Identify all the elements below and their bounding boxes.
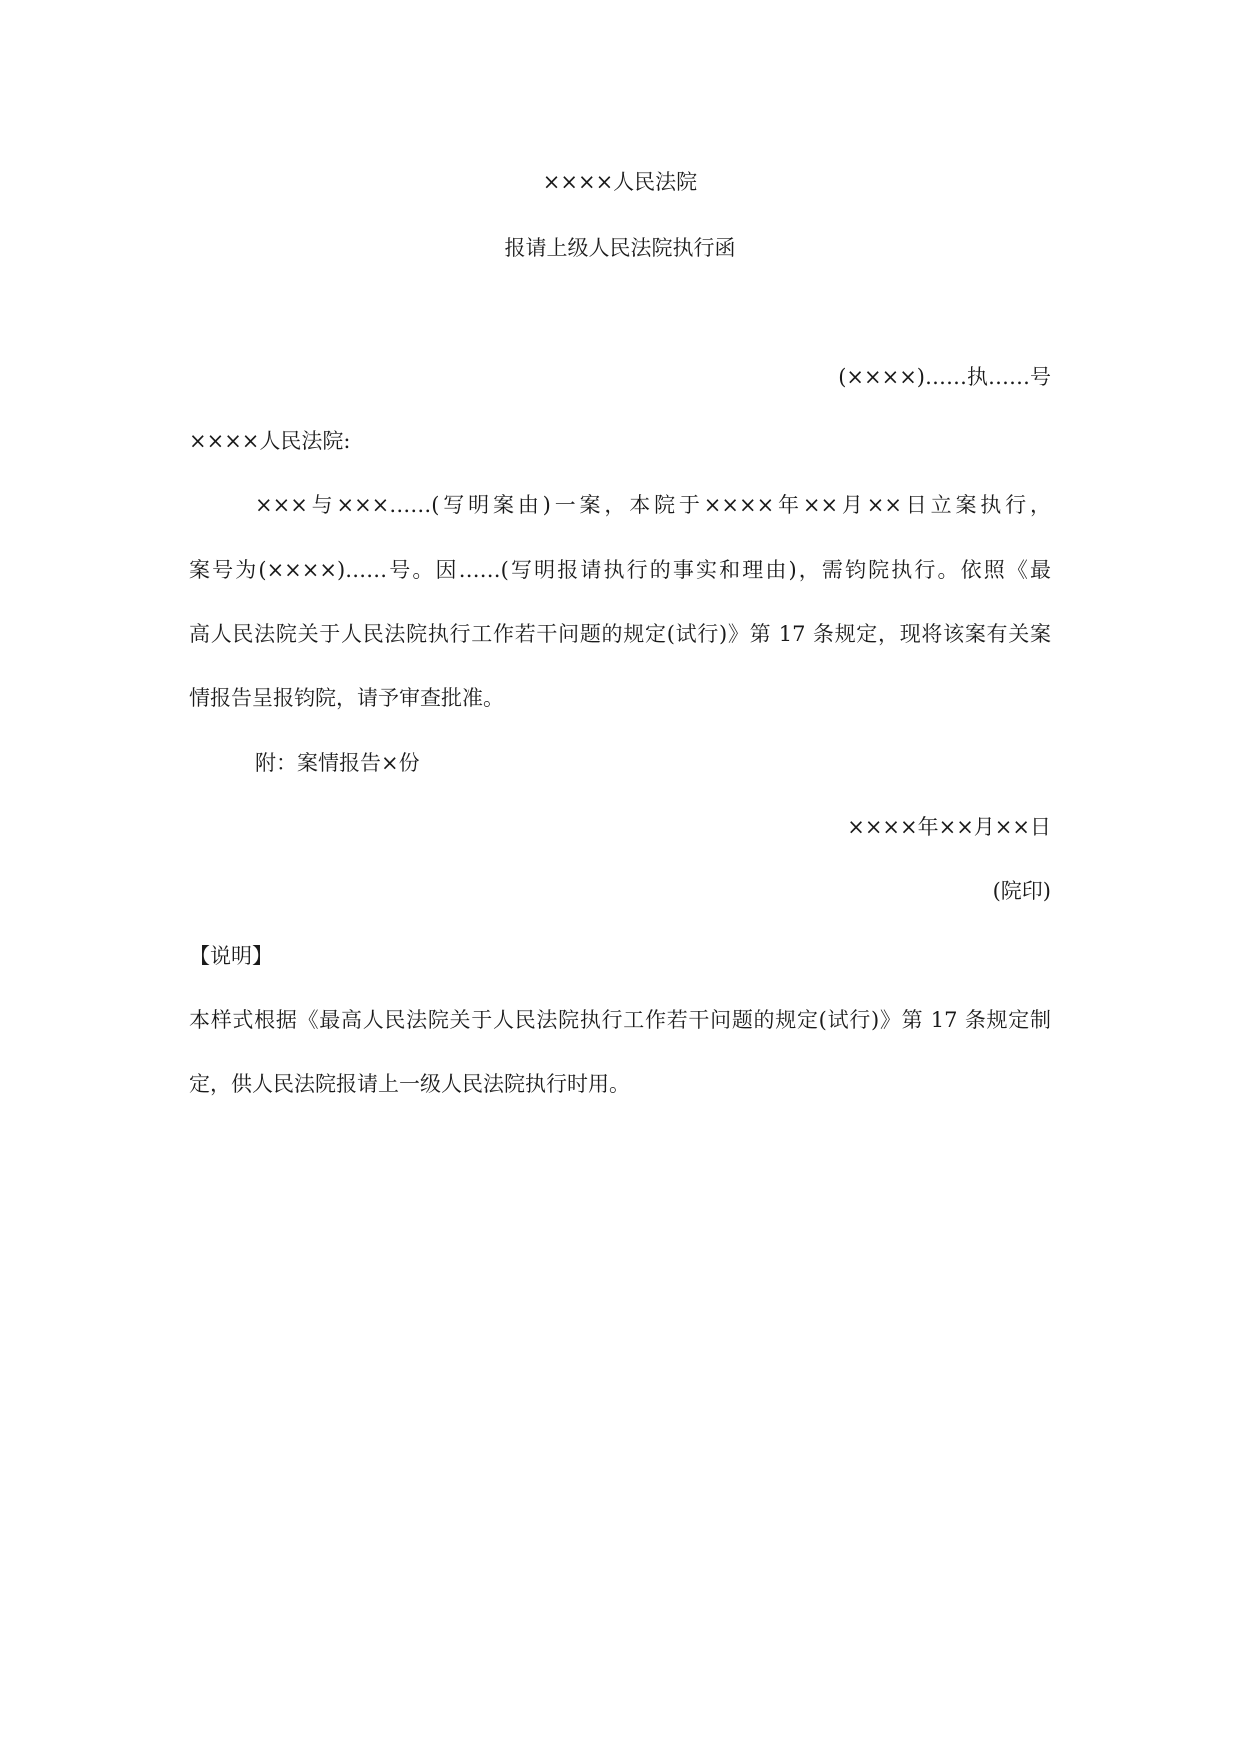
issue-date: ××××年××月××日 xyxy=(847,815,1051,839)
case-number: (××××)……执……号 xyxy=(838,365,1051,389)
attachment-note: 附：案情报告×份 xyxy=(255,751,420,775)
document-title: 报请上级人民法院执行函 xyxy=(504,236,736,260)
explanation-line: 本样式根据《最高人民法院关于人民法院执行工作若干问题的规定(试行)》第 17 条规定制 xyxy=(189,1008,1051,1032)
addressee: ××××人民法院: xyxy=(189,429,351,453)
body-line: 情报告呈报钧院，请予审查批准。 xyxy=(189,686,504,710)
seal-note: (院印) xyxy=(992,879,1051,903)
body-line: 案号为(××××)……号。因……(写明报请执行的事实和理由)，需钧院执行。依照《最 xyxy=(189,558,1051,582)
court-name: ××××人民法院 xyxy=(542,170,698,194)
body-line: ×××与×××……(写明案由)一案，本院于××××年××月××日立案执行， xyxy=(255,493,1051,517)
explanation-line: 定，供人民法院报请上一级人民法院执行时用。 xyxy=(189,1072,630,1096)
body-line: 高人民法院关于人民法院执行工作若干问题的规定(试行)》第 17 条规定，现将该案有关案 xyxy=(189,622,1051,646)
explanation-heading: 【说明】 xyxy=(189,944,273,968)
